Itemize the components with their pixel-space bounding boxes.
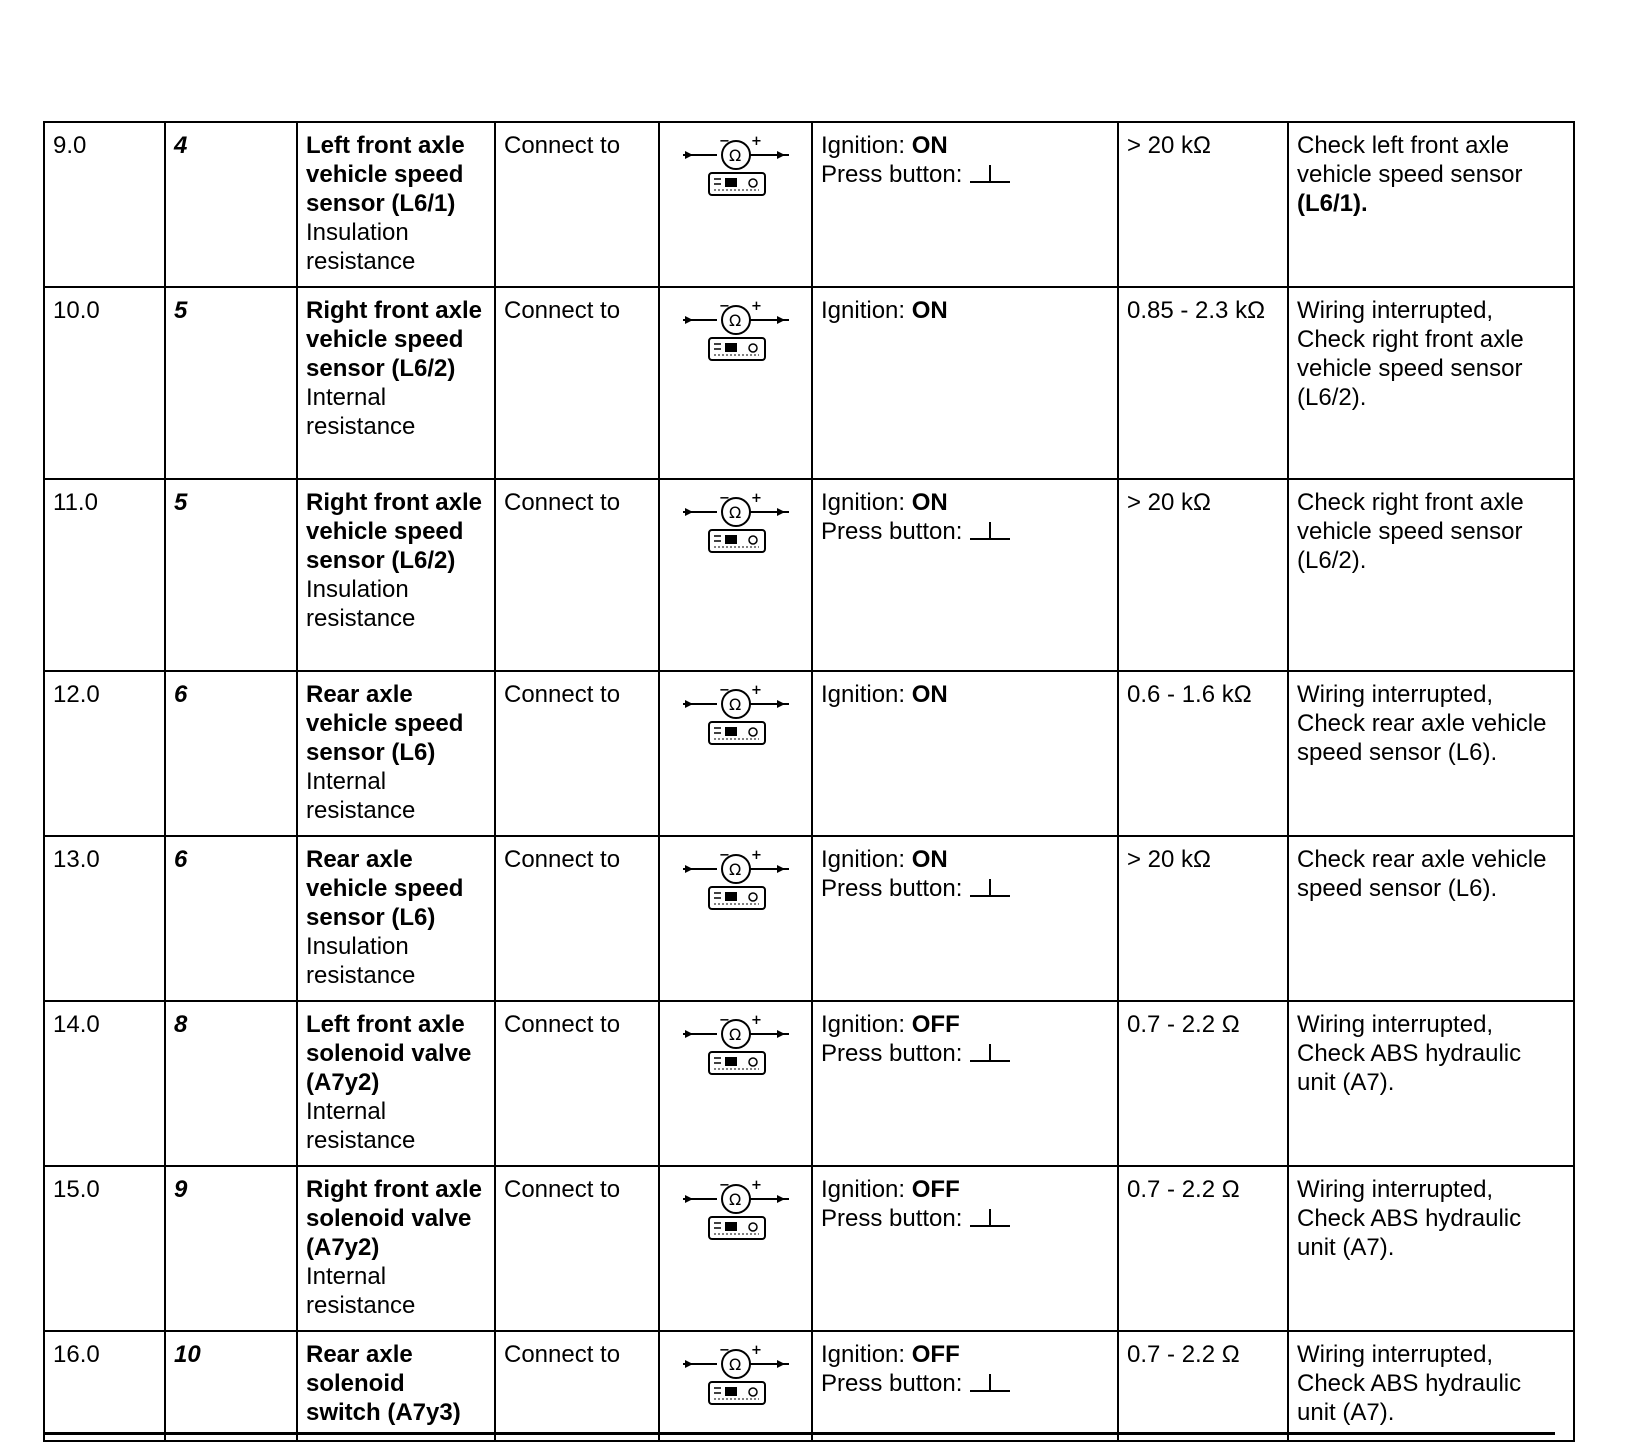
- svg-text:Ω: Ω: [728, 1190, 741, 1209]
- push-button-icon: [970, 520, 1010, 542]
- ignition-value: ON: [911, 681, 948, 708]
- test-type: Internal resistance: [306, 1098, 416, 1154]
- svg-text:−: −: [718, 300, 730, 314]
- connect-instruction: Connect to: [495, 1001, 659, 1166]
- table-row: [44, 1166, 1574, 1331]
- test-type: Internal resistance: [306, 384, 416, 440]
- connect-instruction: Connect to: [495, 1331, 659, 1441]
- pin-number: 6: [165, 836, 297, 1001]
- pin-number: 10: [165, 1331, 297, 1441]
- ignition-value: OFF: [911, 1341, 960, 1368]
- component-cell: [297, 122, 495, 287]
- nominal-value: 0.85 - 2.3 kΩ: [1118, 287, 1288, 479]
- ignition-value: OFF: [911, 1176, 960, 1203]
- push-button-icon: [970, 163, 1010, 185]
- connect-instruction: Connect to: [495, 122, 659, 287]
- ignition-line: [821, 680, 1109, 709]
- ignition-line: [821, 131, 1109, 160]
- svg-text:Ω: Ω: [728, 1025, 741, 1044]
- nominal-value: > 20 kΩ: [1118, 836, 1288, 1001]
- ignition-value: ON: [911, 489, 948, 516]
- test-type: Insulation resistance: [306, 576, 416, 632]
- pin-number: 5: [165, 479, 297, 671]
- action-cell: [1288, 122, 1574, 287]
- component-cell: [297, 1001, 495, 1166]
- svg-text:Ω: Ω: [728, 695, 741, 714]
- svg-text:Ω: Ω: [728, 1355, 741, 1374]
- svg-text:Ω: Ω: [728, 860, 741, 879]
- ignition-label: Ignition:: [821, 132, 906, 159]
- ignition-value: OFF: [911, 1011, 960, 1038]
- test-procedure-table: [43, 121, 1575, 1442]
- component-name: Right front axle solenoid valve (A7y2): [306, 1176, 483, 1261]
- action-text: Wiring interrupted, Check ABS hydraulic unit (A7).: [1288, 1001, 1574, 1166]
- ohmmeter-icon: [681, 300, 791, 362]
- svg-text:+: +: [750, 849, 762, 863]
- meter-cell: [659, 836, 812, 1001]
- meter-cell: [659, 122, 812, 287]
- action-text: Check right front axle vehicle speed sensor (L6/2).: [1288, 479, 1574, 671]
- ignition-label: Ignition:: [821, 489, 906, 516]
- bottom-rule: [43, 1432, 1555, 1435]
- test-type: Internal resistance: [306, 1263, 416, 1319]
- nominal-value: 0.7 - 2.2 Ω: [1118, 1001, 1288, 1166]
- condition-cell: [812, 479, 1118, 671]
- ignition-line: [821, 1010, 1109, 1039]
- ignition-line: [821, 1340, 1109, 1369]
- component-name: Rear axle vehicle speed sensor (L6): [306, 846, 464, 931]
- meter-cell: [659, 1001, 812, 1166]
- test-type: Insulation resistance: [306, 219, 416, 275]
- svg-text:−: −: [718, 1344, 730, 1358]
- press-line: [821, 517, 1109, 546]
- ignition-line: [821, 296, 1109, 325]
- ohmmeter-icon: [681, 135, 791, 197]
- component-cell: [297, 287, 495, 479]
- connect-instruction: Connect to: [495, 1166, 659, 1331]
- pin-number: 9: [165, 1166, 297, 1331]
- press-label: Press button:: [821, 1205, 963, 1232]
- press-label: Press button:: [821, 875, 963, 902]
- table-row: [44, 287, 1574, 479]
- table-body: [44, 122, 1574, 1441]
- svg-text:−: −: [718, 849, 730, 863]
- pin-number: 8: [165, 1001, 297, 1166]
- ohmmeter-icon: [681, 1344, 791, 1406]
- condition-cell: [812, 1001, 1118, 1166]
- svg-text:−: −: [718, 1179, 730, 1193]
- svg-text:−: −: [718, 135, 730, 149]
- table-row: [44, 836, 1574, 1001]
- component-name: Left front axle solenoid valve (A7y2): [306, 1011, 472, 1096]
- condition-cell: [812, 287, 1118, 479]
- meter-cell: [659, 479, 812, 671]
- table-row: [44, 122, 1574, 287]
- component-cell: [297, 1331, 495, 1441]
- push-button-icon: [970, 1042, 1010, 1064]
- svg-text:+: +: [750, 1179, 762, 1193]
- press-label: Press button:: [821, 518, 963, 545]
- ignition-label: Ignition:: [821, 1011, 906, 1038]
- svg-text:Ω: Ω: [728, 503, 741, 522]
- ohmmeter-icon: [681, 684, 791, 746]
- press-line: [821, 874, 1109, 903]
- condition-cell: [812, 1166, 1118, 1331]
- component-cell: [297, 671, 495, 836]
- meter-cell: [659, 287, 812, 479]
- ignition-label: Ignition:: [821, 681, 906, 708]
- component-name: Right front axle vehicle speed sensor (L6/2): [306, 489, 483, 574]
- ignition-value: ON: [911, 297, 948, 324]
- action-text: Wiring interrupted, Check rear axle vehicle speed sensor (L6).: [1288, 671, 1574, 836]
- step-number: 9.0: [44, 122, 165, 287]
- push-button-icon: [970, 877, 1010, 899]
- nominal-value: > 20 kΩ: [1118, 122, 1288, 287]
- component-name: Left front axle vehicle speed sensor (L6/1): [306, 132, 465, 217]
- svg-text:+: +: [750, 1014, 762, 1028]
- connect-instruction: Connect to: [495, 836, 659, 1001]
- action-bold-text: (L6/1).: [1297, 190, 1368, 217]
- nominal-value: > 20 kΩ: [1118, 479, 1288, 671]
- connect-instruction: Connect to: [495, 479, 659, 671]
- step-number: 15.0: [44, 1166, 165, 1331]
- component-name: Rear axle solenoid switch (A7y3): [306, 1341, 461, 1426]
- step-number: 11.0: [44, 479, 165, 671]
- component-name: Right front axle vehicle speed sensor (L6/2): [306, 297, 483, 382]
- press-line: [821, 1204, 1109, 1233]
- push-button-icon: [970, 1372, 1010, 1394]
- push-button-icon: [970, 1207, 1010, 1229]
- table-row: [44, 479, 1574, 671]
- ignition-label: Ignition:: [821, 1341, 906, 1368]
- step-number: 12.0: [44, 671, 165, 836]
- meter-cell: [659, 1331, 812, 1441]
- table-row: [44, 671, 1574, 836]
- press-line: [821, 1039, 1109, 1068]
- step-number: 10.0: [44, 287, 165, 479]
- svg-text:Ω: Ω: [728, 311, 741, 330]
- component-cell: [297, 836, 495, 1001]
- svg-text:−: −: [718, 684, 730, 698]
- ohmmeter-icon: [681, 1014, 791, 1076]
- ohmmeter-icon: [681, 492, 791, 554]
- pin-number: 6: [165, 671, 297, 836]
- connect-instruction: Connect to: [495, 287, 659, 479]
- step-number: 16.0: [44, 1331, 165, 1441]
- ignition-value: ON: [911, 846, 948, 873]
- component-cell: [297, 1166, 495, 1331]
- pin-number: 4: [165, 122, 297, 287]
- press-label: Press button:: [821, 1370, 963, 1397]
- connect-instruction: Connect to: [495, 671, 659, 836]
- nominal-value: 0.7 - 2.2 Ω: [1118, 1331, 1288, 1441]
- step-number: 13.0: [44, 836, 165, 1001]
- ignition-label: Ignition:: [821, 1176, 906, 1203]
- action-text: Check rear axle vehicle speed sensor (L6).: [1288, 836, 1574, 1001]
- ignition-line: [821, 488, 1109, 517]
- condition-cell: [812, 836, 1118, 1001]
- svg-text:Ω: Ω: [728, 146, 741, 165]
- svg-text:−: −: [718, 492, 730, 506]
- table-row: [44, 1001, 1574, 1166]
- action-text: Wiring interrupted, Check ABS hydraulic unit (A7).: [1288, 1331, 1574, 1441]
- svg-text:+: +: [750, 300, 762, 314]
- step-number: 14.0: [44, 1001, 165, 1166]
- action-text: Check left front axle vehicle speed sensor: [1297, 132, 1523, 188]
- press-line: [821, 160, 1109, 189]
- action-text: Wiring interrupted, Check right front axle vehicle speed sensor (L6/2).: [1288, 287, 1574, 479]
- condition-cell: [812, 122, 1118, 287]
- svg-text:+: +: [750, 1344, 762, 1358]
- test-type: Insulation resistance: [306, 933, 416, 989]
- press-line: [821, 1369, 1109, 1398]
- meter-cell: [659, 1166, 812, 1331]
- pin-number: 5: [165, 287, 297, 479]
- press-label: Press button:: [821, 1040, 963, 1067]
- ignition-label: Ignition:: [821, 846, 906, 873]
- nominal-value: 0.7 - 2.2 Ω: [1118, 1166, 1288, 1331]
- test-type: Internal resistance: [306, 768, 416, 824]
- nominal-value: 0.6 - 1.6 kΩ: [1118, 671, 1288, 836]
- ignition-label: Ignition:: [821, 297, 906, 324]
- svg-text:+: +: [750, 684, 762, 698]
- svg-text:+: +: [750, 492, 762, 506]
- svg-text:−: −: [718, 1014, 730, 1028]
- condition-cell: [812, 1331, 1118, 1441]
- ignition-line: [821, 845, 1109, 874]
- meter-cell: [659, 671, 812, 836]
- component-name: Rear axle vehicle speed sensor (L6): [306, 681, 464, 766]
- ohmmeter-icon: [681, 1179, 791, 1241]
- action-text: Wiring interrupted, Check ABS hydraulic unit (A7).: [1288, 1166, 1574, 1331]
- svg-text:+: +: [750, 135, 762, 149]
- ignition-line: [821, 1175, 1109, 1204]
- table-row: [44, 1331, 1574, 1441]
- ignition-value: ON: [911, 132, 948, 159]
- ohmmeter-icon: [681, 849, 791, 911]
- component-cell: [297, 479, 495, 671]
- condition-cell: [812, 671, 1118, 836]
- press-label: Press button:: [821, 161, 963, 188]
